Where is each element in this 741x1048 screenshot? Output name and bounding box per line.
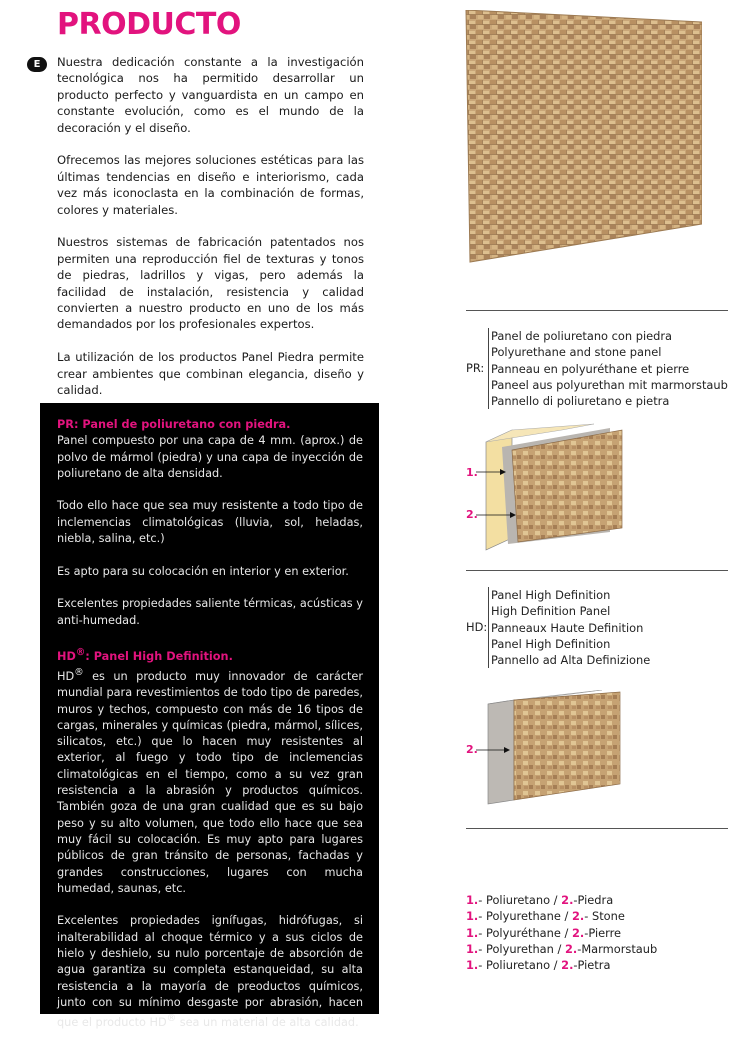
material-keys [466,892,657,973]
stone-panel-photo [462,10,702,264]
label-two: 2. [466,743,478,756]
intro-paragraph: Ofrecemos las mejores soluciones estéticas para las últimas tendencias en diseño e interiorismo, cada vez más iconoclasta en la combinación de formas, colores y materiales. [57,153,364,217]
intro-paragraph: La utilización de los productos Panel Piedra permite crear ambientes que combinan elegancia, diseño y calidad. [57,350,364,398]
product-description-box [40,403,379,1029]
divider [466,828,728,829]
pr-legend [466,328,728,410]
pr-legend-item: Panneau en polyuréthane et pierre [491,361,690,376]
key-row: 1.- Polyurethan / 2.-Marmorstaub [466,941,658,956]
key-row: 1.- Poliuretano / 2.-Pietra [466,958,611,973]
label-one: 1. [466,466,478,479]
pr-panel-diagram [462,420,662,555]
hd-paragraph: Excelentes propiedades ignífugas, hidrófugas, si inalterabilidad al choque térmico y a sus ciclos de hielo y deshielo, su nulo porcentaje de absorción de agua garantiza su completa estanqueidad, su alta resistencia a la mayoría de preoductos químicos, junto con su mínimo desgaste por abrasión, hacen que el producto HD® sea un material de alta calidad. [57,914,363,1029]
hd-heading: HD®: Panel High Definition. [57,647,233,663]
pr-paragraph: Excelentes propiedades saliente térmicas, acústicas y anti-humedad. [57,597,363,627]
pr-paragraph: Panel compuesto por una capa de 4 mm. (aprox.) de polvo de mármol (piedra) y una capa de inyección de poliuretano de alta densidad. [57,434,363,480]
intro-paragraph: Nuestra dedicación constante a la investigación tecnológica nos ha permitido desarrollar un producto perfecto y vanguardista en un campo en constante evolución, como es el mundo de la decoración y el diseño. [57,55,364,135]
hd-legend-item: Pannello ad Alta Definizione [491,653,651,668]
hd-legend-item: Panel High Definition [491,636,611,651]
divider [466,570,728,571]
hd-panel-diagram [462,690,662,810]
divider [466,310,728,311]
pr-code: PR: [466,361,485,375]
hd-legend-item: Panel High Definition [491,588,611,602]
pr-legend-item: Pannello di poliuretano e pietra [491,394,670,409]
language-badge: E [27,57,47,72]
intro-paragraph: Nuestros sistemas de fabricación patentados nos permiten una reproducción fiel de texturas y tonos de piedras, ladrillos y vigas, pero además la facilidad de instalación, resistencia y calidad convierten a nuestro producto en uno de los más demandados por los profesionales expertos. [57,235,364,332]
pr-legend-item: Polyurethane and stone panel [491,345,662,360]
pr-heading: PR: Panel de poliuretano con piedra. [57,418,291,431]
key-row: 1.- Poliuretano / 2.-Piedra [466,893,614,907]
page-title: PRODUCTO [57,7,241,42]
hd-legend-item: Panneaux Haute Definition [491,620,644,635]
pr-paragraph: Es apto para su colocación en interior y en exterior. [57,564,349,578]
hd-legend-item: High Definition Panel [491,604,611,619]
hd-legend [466,587,728,669]
key-row: 1.- Polyurethane / 2.- Stone [466,909,625,924]
hd-paragraph: HD® es un producto muy innovador de carácter mundial para revestimientos de todo tipo de paredes, muros y techos, compuesto con más de 16 tipos de cargas, minerales y químicas (piedra, mármol, sílices, silicatos, etc.) que lo hacen muy resistentes al exterior, al fuego y todo tipo de inclemencias climatológicas en el tiempo, como a su vez gran resistencia a la abrasión y productos químicos. También goza de una gran cualidad que es su bajo peso y su alto volumen, que todo ello hace que sea muy fácil su colocación. Es muy apto para lugares públicos de gran tránsito de personas, fachadas y grandes construcciones, lugares con mucha humedad, saunas, etc. [57,667,363,895]
hd-code: HD: [466,620,488,634]
pr-legend-item: Paneel aus polyurethan mit marmorstaub [491,377,728,392]
key-row: 1.- Polyuréthane / 2.-Pierre [466,925,622,940]
pr-paragraph: Todo ello hace que sea muy resistente a todo tipo de inclemencias climatológicas (lluvia, sol, heladas, niebla, salina, etc.) [57,499,363,546]
intro-text [57,54,364,415]
label-two: 2. [466,508,478,521]
pr-legend-item: Panel de poliuretano con piedra [491,329,673,343]
